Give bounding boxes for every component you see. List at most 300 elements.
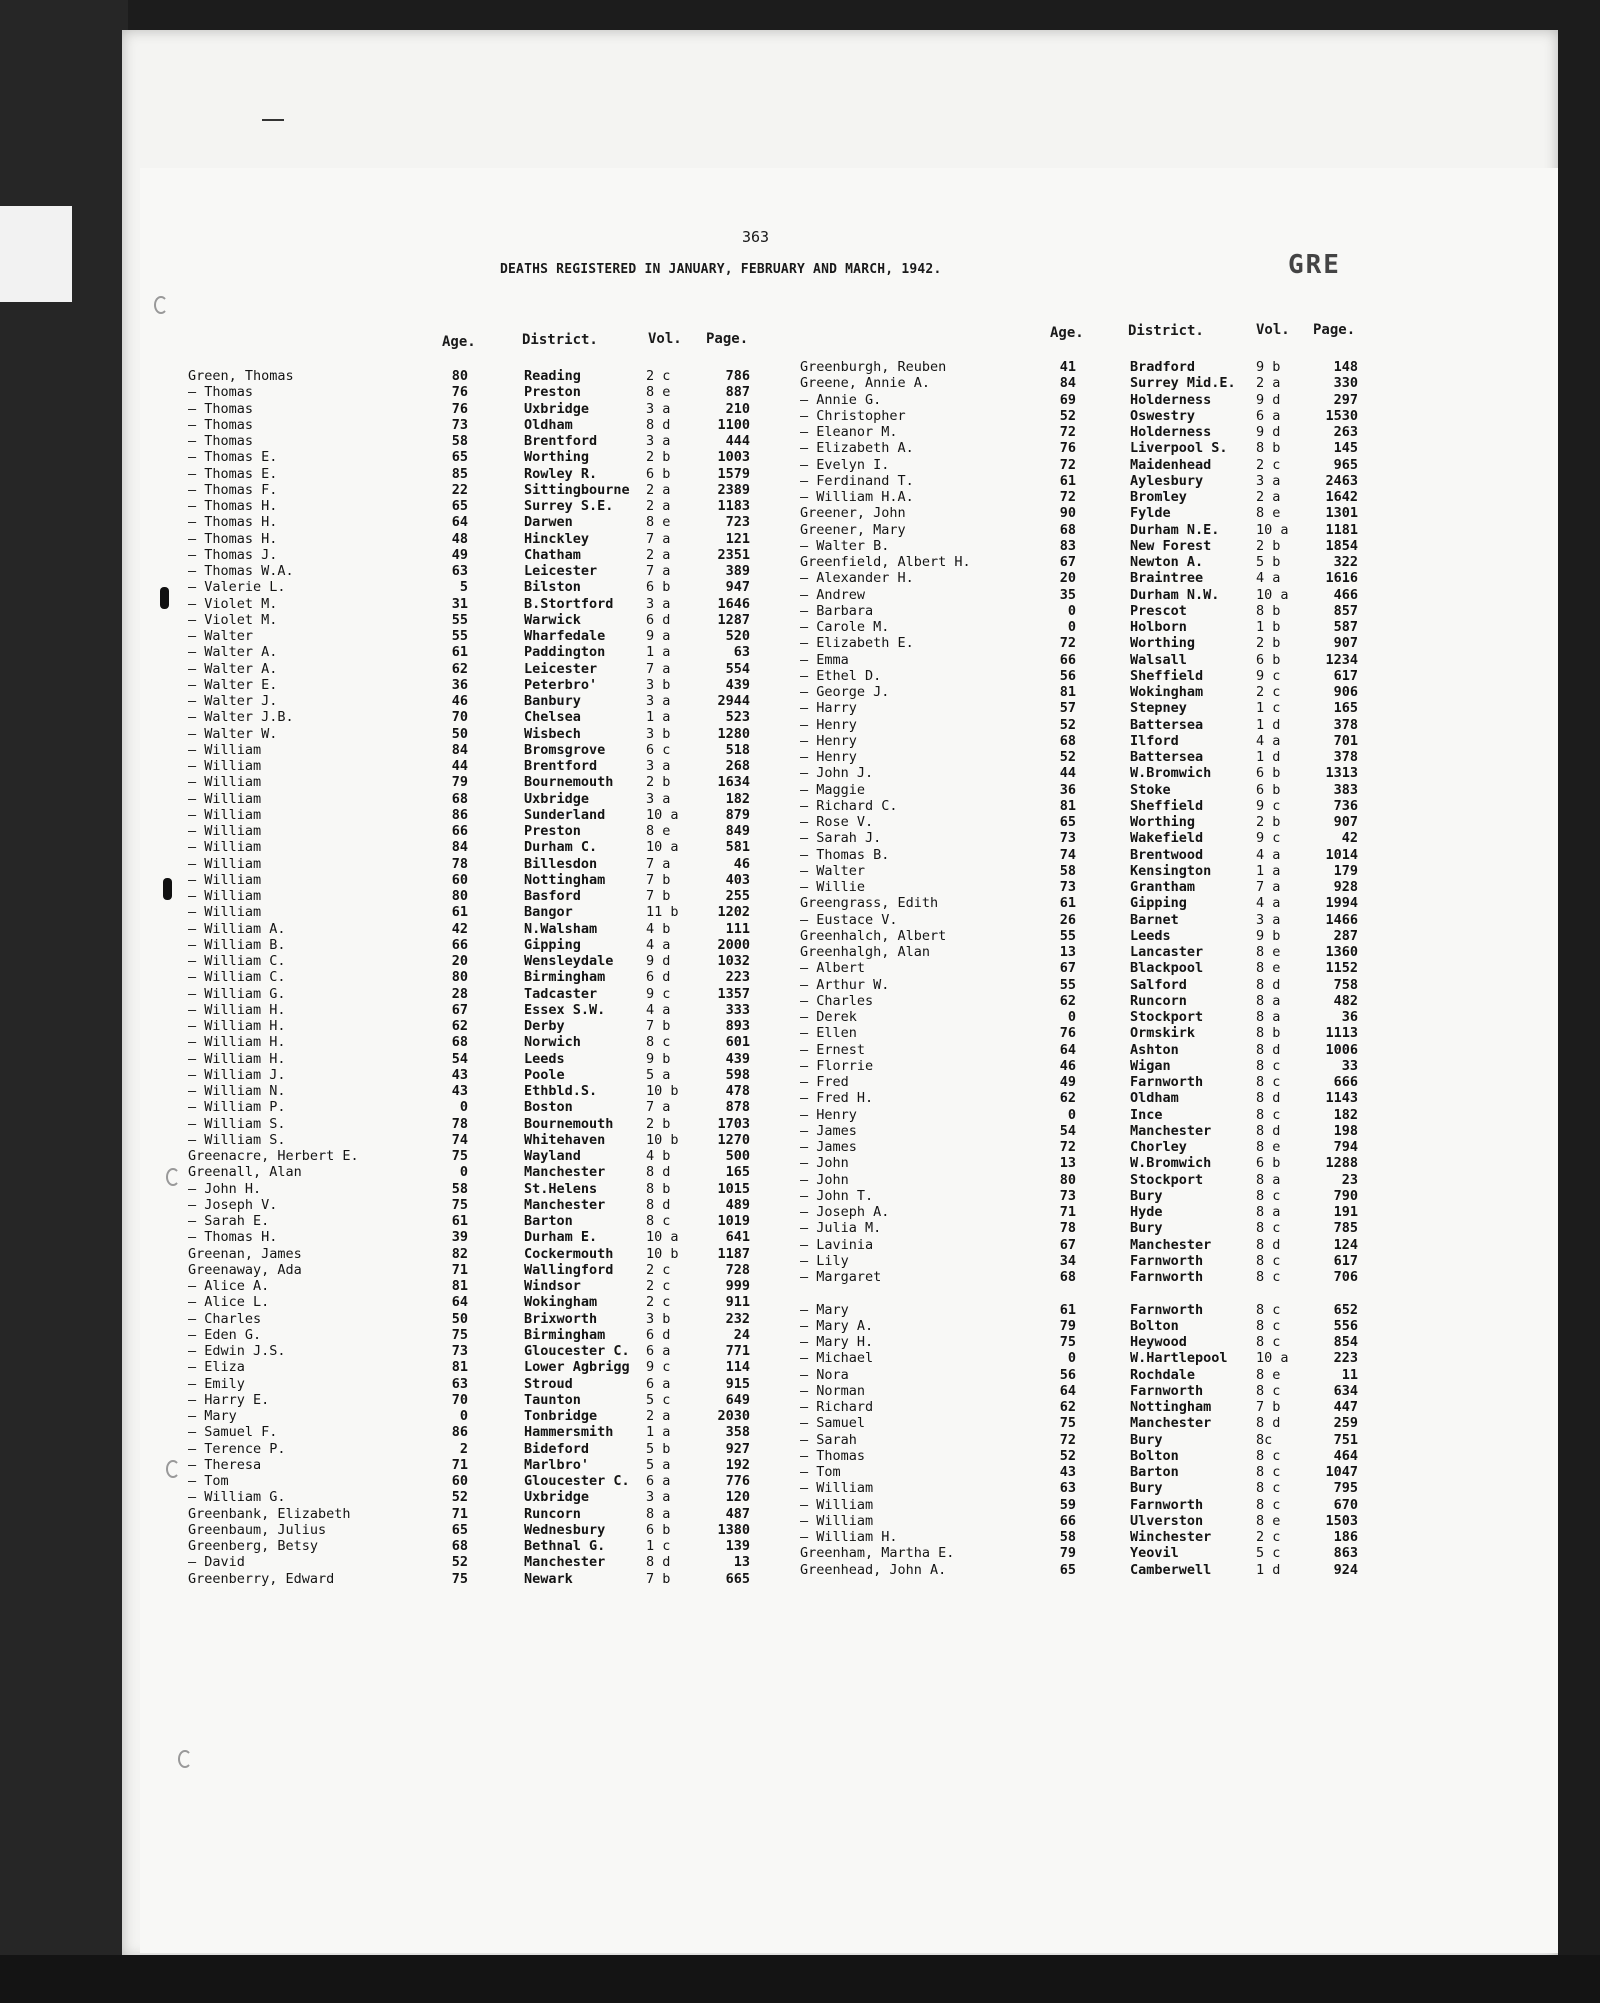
entry-district: Ince — [1130, 1106, 1163, 1123]
register-entry — [800, 554, 1390, 570]
entry-age: 55 — [451, 628, 468, 644]
entry-name: — Fred H. — [800, 1090, 874, 1107]
entry-name: — Thomas — [188, 416, 254, 433]
entry-name: — William S. — [188, 1115, 286, 1132]
entry-name: Greenbank, Elizabeth — [188, 1505, 351, 1522]
entry-district: Oldham — [524, 416, 573, 433]
entry-age: 61 — [451, 644, 468, 661]
entry-volume: 8 c — [646, 1213, 671, 1229]
entry-volume: 2 c — [1256, 1529, 1281, 1545]
entry-age: 41 — [1059, 359, 1076, 375]
entry-age: 62 — [1059, 1399, 1076, 1415]
entry-district: Sheffield — [1130, 667, 1204, 684]
register-entry — [800, 700, 1390, 716]
entry-volume: 2 a — [1256, 375, 1281, 392]
entry-district: Uxbridge — [524, 400, 590, 417]
register-entry — [800, 1432, 1390, 1448]
scan-dash-mark — [262, 119, 284, 121]
entry-volume: 3 b — [646, 676, 671, 693]
entry-volume: 7 b — [646, 888, 671, 904]
entry-volume: 7 b — [646, 1018, 671, 1034]
entry-volume: 9 c — [1256, 667, 1281, 684]
entry-age: 55 — [1059, 927, 1076, 944]
entry-name: — Thomas H. — [188, 514, 278, 531]
entry-page: 1634 — [717, 774, 750, 791]
entry-page: 121 — [725, 530, 750, 547]
register-entry — [800, 928, 1390, 944]
register-entry — [800, 457, 1390, 473]
register-entry — [800, 879, 1390, 895]
register-entry — [800, 1513, 1390, 1529]
entry-age: 56 — [1059, 667, 1076, 684]
register-entry — [800, 619, 1390, 635]
entry-name: — Ethel D. — [800, 667, 882, 684]
entry-volume: 8 b — [1256, 602, 1281, 619]
entry-page: 652 — [1333, 1301, 1358, 1318]
entry-district: Holborn — [1130, 619, 1187, 635]
entry-age: 73 — [1059, 830, 1076, 847]
entry-name: — Emily — [188, 1375, 245, 1392]
entry-name: — William — [800, 1480, 874, 1497]
entry-volume: 8 e — [1256, 505, 1281, 522]
entry-age: 42 — [451, 920, 468, 937]
entry-age: 20 — [1059, 570, 1076, 587]
entry-name: — Mary A. — [800, 1317, 874, 1334]
entry-district: Wallingford — [524, 1261, 614, 1278]
entry-volume: 1 c — [1256, 700, 1281, 717]
entry-page: 556 — [1333, 1317, 1358, 1334]
entry-district: Oldham — [1130, 1090, 1179, 1107]
entry-age: 68 — [451, 1538, 468, 1554]
register-entry — [800, 733, 1390, 749]
entry-page: 322 — [1333, 554, 1358, 570]
entry-district: Uxbridge — [524, 1489, 590, 1506]
entry-district: Birmingham — [524, 1326, 606, 1343]
entry-page: 378 — [1333, 749, 1358, 765]
entry-volume: 2 a — [646, 481, 671, 498]
entry-district: Gloucester C. — [524, 1473, 630, 1489]
entry-district: Bromley — [1130, 489, 1187, 505]
entry-district: Taunton — [524, 1391, 581, 1408]
entry-age: 62 — [1059, 992, 1076, 1009]
entry-name: — William J. — [188, 1066, 286, 1083]
entry-volume: 3 a — [646, 693, 671, 709]
entry-page: 1202 — [717, 904, 750, 921]
entry-volume: 7 a — [646, 1099, 671, 1116]
entry-name: — William — [188, 774, 262, 791]
entry-volume: 9 d — [1256, 424, 1281, 440]
entry-volume: 8 d — [1256, 976, 1281, 993]
register-entry — [800, 424, 1390, 440]
entry-district: Lancaster — [1130, 944, 1204, 960]
entry-district: Darwen — [524, 514, 573, 531]
entry-volume: 10 a — [646, 839, 679, 856]
register-entry — [800, 1269, 1390, 1285]
entry-district: Heywood — [1130, 1334, 1187, 1350]
entry-district: Bolton — [1130, 1317, 1179, 1334]
entry-page: 670 — [1333, 1496, 1358, 1513]
entry-page: 1503 — [1325, 1512, 1358, 1529]
entry-age: 79 — [1059, 1545, 1076, 1562]
entry-volume: 7 b — [646, 1570, 671, 1587]
entry-age: 71 — [451, 1505, 468, 1522]
entry-district: Stockport — [1130, 1009, 1204, 1025]
register-entry — [800, 749, 1390, 765]
entry-page: 139 — [725, 1538, 750, 1554]
entry-volume: 4 a — [646, 1001, 671, 1018]
entry-age: 65 — [451, 1521, 468, 1538]
entry-page: 42 — [1341, 830, 1358, 847]
entry-name: — Samuel — [800, 1415, 866, 1432]
entry-district: Hinckley — [524, 530, 590, 547]
right-entry-list — [800, 359, 1390, 1578]
entry-name: — Evelyn I. — [800, 456, 890, 473]
entry-name: Greene, Annie A. — [800, 375, 931, 392]
entry-page: 255 — [725, 888, 750, 904]
entry-volume: 10 a — [1256, 1350, 1289, 1367]
entry-page: 145 — [1333, 440, 1358, 457]
entry-district: Preston — [524, 823, 581, 839]
entry-volume: 5 b — [646, 1440, 671, 1457]
entry-page: 383 — [1333, 781, 1358, 798]
entry-name: — Ferdinand T. — [800, 472, 914, 489]
register-entry — [800, 1367, 1390, 1383]
entry-name: — Walter W. — [188, 725, 278, 742]
entry-age: 79 — [451, 774, 468, 791]
entry-volume: 9 b — [646, 1050, 671, 1067]
entry-age: 0 — [1067, 619, 1076, 635]
entry-age: 82 — [451, 1245, 468, 1262]
entry-volume: 6 a — [646, 1473, 671, 1489]
entry-volume: 9 c — [1256, 830, 1281, 847]
entry-district: Manchester — [524, 1554, 606, 1571]
entry-district: Worthing — [1130, 814, 1196, 830]
entry-name: — Walter — [800, 862, 866, 879]
entry-district: Bideford — [524, 1440, 590, 1457]
register-entry — [800, 765, 1390, 781]
entry-page: 2000 — [717, 936, 750, 953]
entry-district: Gipping — [1130, 895, 1187, 912]
entry-age: 73 — [451, 1343, 468, 1359]
entry-district: W.Bromwich — [1130, 765, 1212, 782]
entry-name: Greenaway, Ada — [188, 1261, 302, 1278]
entry-name: Greenhead, John A. — [800, 1561, 947, 1578]
entry-district: Farnworth — [1130, 1074, 1204, 1090]
entry-page: 482 — [1333, 992, 1358, 1009]
entry-age: 63 — [451, 563, 468, 579]
entry-district: Oswestry — [1130, 407, 1196, 424]
entry-volume: 8 c — [1256, 1447, 1281, 1464]
entry-district: Camberwell — [1130, 1561, 1212, 1578]
entry-age: 67 — [451, 1001, 468, 1018]
entry-volume: 8 e — [646, 514, 671, 531]
entry-district: Holderness — [1130, 391, 1212, 408]
entry-name: — Albert — [800, 960, 866, 977]
entry-age: 76 — [451, 400, 468, 417]
entry-page: 728 — [725, 1261, 750, 1278]
entry-volume: 6 b — [1256, 651, 1281, 668]
entry-district: Stroud — [524, 1375, 573, 1392]
entry-name: — Annie G. — [800, 391, 882, 408]
left-district-header: District. — [522, 332, 598, 348]
entry-name: — William — [188, 741, 262, 758]
entry-volume: 7 a — [646, 530, 671, 547]
entry-volume: 4 a — [1256, 732, 1281, 749]
entry-name: — Theresa — [188, 1456, 262, 1473]
entry-page: 1187 — [717, 1245, 750, 1262]
entry-name: — Tom — [188, 1473, 229, 1489]
entry-page: 1287 — [717, 611, 750, 628]
entry-volume: 10 a — [1256, 586, 1289, 603]
entry-district: St.Helens — [524, 1180, 598, 1197]
entry-age: 61 — [1059, 895, 1076, 912]
entry-name: — William — [800, 1496, 874, 1513]
entry-name: — Sarah — [800, 1431, 857, 1448]
entry-page: 790 — [1333, 1187, 1358, 1204]
entry-volume: 6 b — [1256, 765, 1281, 782]
entry-district: Manchester — [1130, 1122, 1212, 1139]
entry-district: Wensleydale — [524, 953, 614, 969]
entry-volume: 9 c — [646, 1359, 671, 1376]
entry-age: 62 — [1059, 1090, 1076, 1107]
entry-volume: 2 b — [1256, 635, 1281, 652]
entry-age: 52 — [451, 1554, 468, 1571]
entry-volume: 4 a — [1256, 570, 1281, 587]
entry-name: — William G. — [188, 1489, 286, 1506]
entry-page: 466 — [1333, 586, 1358, 603]
entry-name: — Sarah J. — [800, 830, 882, 847]
entry-district: Tonbridge — [524, 1408, 598, 1424]
entry-page: 489 — [725, 1196, 750, 1213]
right-page-header: Page. — [1313, 322, 1356, 338]
entry-age: 71 — [451, 1456, 468, 1473]
entry-page: 114 — [725, 1359, 750, 1376]
entry-volume: 8 e — [1256, 1366, 1281, 1383]
entry-volume: 8 c — [1256, 1464, 1281, 1480]
entry-name: — James — [800, 1139, 857, 1155]
entry-page: 1006 — [1325, 1041, 1358, 1058]
entry-volume: 8 c — [1256, 1301, 1281, 1318]
entry-page: 1466 — [1325, 911, 1358, 928]
entry-district: Durham E. — [524, 1229, 598, 1246]
entry-page: 2463 — [1325, 472, 1358, 489]
entry-district: Bethnal G. — [524, 1538, 606, 1554]
register-entry — [800, 1350, 1390, 1366]
page-title: DEATHS REGISTERED IN JANUARY, FEBRUARY AND MARCH, 1942. — [500, 262, 942, 277]
entry-volume: 1 d — [1256, 749, 1281, 765]
entry-name: — Thomas — [188, 384, 254, 401]
entry-volume: 7 b — [1256, 1399, 1281, 1415]
entry-age: 60 — [451, 1473, 468, 1489]
entry-page: 1143 — [1325, 1090, 1358, 1107]
entry-name: — Julia M. — [800, 1220, 882, 1237]
entry-volume: 3 a — [646, 758, 671, 774]
register-entry — [800, 1415, 1390, 1431]
entry-volume: 3 a — [646, 595, 671, 612]
entry-volume: 2 a — [646, 1408, 671, 1424]
entry-name: — John — [800, 1171, 849, 1188]
entry-district: Bradford — [1130, 359, 1196, 375]
entry-age: 84 — [1059, 375, 1076, 392]
entry-volume: 8 d — [1256, 1041, 1281, 1058]
page-number: 363 — [742, 228, 770, 246]
entry-age: 63 — [451, 1375, 468, 1392]
entry-name: — Thomas J. — [188, 546, 278, 563]
entry-age: 34 — [1059, 1252, 1076, 1269]
entry-age: 84 — [451, 741, 468, 758]
entry-page: 587 — [1333, 619, 1358, 635]
entry-district: Bury — [1130, 1187, 1163, 1204]
entry-volume: 8 c — [1256, 1317, 1281, 1334]
entry-age: 61 — [451, 1213, 468, 1229]
register-entry — [800, 895, 1390, 911]
entry-page: 795 — [1333, 1480, 1358, 1497]
entry-age: 61 — [1059, 472, 1076, 489]
entry-name: — William H.A. — [800, 489, 914, 505]
entry-page: 259 — [1333, 1415, 1358, 1432]
entry-page: 1642 — [1325, 489, 1358, 505]
entry-page: 1646 — [717, 595, 750, 612]
register-entry — [800, 408, 1390, 424]
register-entry — [800, 1545, 1390, 1561]
entry-age: 28 — [451, 985, 468, 1002]
entry-volume: 6 a — [1256, 407, 1281, 424]
entry-page: 1181 — [1325, 521, 1358, 538]
entry-name: — Edwin J.S. — [188, 1343, 286, 1359]
entry-volume: 2 b — [646, 1115, 671, 1132]
entry-name: — Eleanor M. — [800, 424, 898, 440]
entry-name: — Lavinia — [800, 1236, 874, 1253]
entry-age: 56 — [1059, 1366, 1076, 1383]
register-entry — [800, 489, 1390, 505]
entry-name: — Charles — [800, 992, 874, 1009]
entry-district: Stockport — [1130, 1171, 1204, 1188]
entry-age: 46 — [451, 693, 468, 709]
entry-name: — John — [800, 1155, 849, 1172]
entry-name: — William H. — [188, 1018, 286, 1034]
entry-volume: 8 e — [646, 384, 671, 401]
entry-district: Blackpool — [1130, 960, 1204, 977]
entry-page: 24 — [733, 1326, 750, 1343]
entry-name: — Willie — [800, 879, 866, 895]
entry-volume: 3 a — [646, 400, 671, 417]
entry-page: 1288 — [1325, 1155, 1358, 1172]
entry-name: — Eustace V. — [800, 911, 898, 928]
entry-age: 67 — [1059, 554, 1076, 570]
entry-page: 1015 — [717, 1180, 750, 1197]
entry-name: — Eden G. — [188, 1326, 262, 1343]
entry-volume: 10 a — [1256, 521, 1289, 538]
entry-volume: 8 b — [646, 1180, 671, 1197]
entry-district: Sheffield — [1130, 797, 1204, 814]
entry-age: 58 — [451, 433, 468, 449]
entry-volume: 8 c — [1256, 1057, 1281, 1074]
punch-hole — [178, 1750, 192, 1768]
entry-name: — Richard — [800, 1399, 874, 1415]
entry-name: — Rose V. — [800, 814, 874, 830]
entry-volume: 8 a — [1256, 992, 1281, 1009]
entry-name: — Maggie — [800, 781, 866, 798]
entry-name: — William A. — [188, 920, 286, 937]
entry-volume: 2 a — [1256, 489, 1281, 505]
entry-volume: 8 e — [1256, 960, 1281, 977]
entry-age: 22 — [451, 481, 468, 498]
register-entry — [800, 538, 1390, 554]
entry-volume: 7 a — [646, 660, 671, 677]
entry-age: 44 — [1059, 765, 1076, 782]
entry-district: Billesdon — [524, 855, 598, 872]
register-entry — [800, 1464, 1390, 1480]
entry-name: — Christopher — [800, 407, 906, 424]
entry-age: 54 — [451, 1050, 468, 1067]
entry-district: Hammersmith — [524, 1424, 614, 1441]
entry-age: 78 — [451, 855, 468, 872]
entry-age: 70 — [451, 1391, 468, 1408]
entry-age: 64 — [451, 514, 468, 531]
entry-page: 2351 — [717, 546, 750, 563]
entry-name: — Joseph A. — [800, 1204, 890, 1220]
entry-name: — Derek — [800, 1009, 857, 1025]
entry-age: 78 — [451, 1115, 468, 1132]
register-entry — [800, 960, 1390, 976]
entry-age: 52 — [1059, 716, 1076, 733]
entry-page: 179 — [1333, 862, 1358, 879]
entry-district: Bangor — [524, 904, 573, 921]
register-entry — [800, 1253, 1390, 1269]
entry-age: 85 — [451, 465, 468, 482]
entry-page: 617 — [1333, 1252, 1358, 1269]
entry-name: — Thomas H. — [188, 530, 278, 547]
entry-district: Brentford — [524, 433, 598, 449]
entry-name: — William G. — [188, 985, 286, 1002]
entry-volume: 7 a — [1256, 879, 1281, 895]
entry-page: 601 — [725, 1034, 750, 1051]
entry-district: Sunderland — [524, 806, 606, 823]
entry-district: Bilston — [524, 579, 581, 596]
entry-name: — William — [188, 839, 262, 856]
entry-name: — Alice A. — [188, 1278, 270, 1294]
entry-district: Aylesbury — [1130, 472, 1204, 489]
entry-name: — Sarah E. — [188, 1213, 270, 1229]
entry-district: Stepney — [1130, 700, 1187, 717]
entry-volume: 4 b — [646, 920, 671, 937]
entry-volume: 8 a — [646, 1505, 671, 1522]
entry-age: 66 — [1059, 1512, 1076, 1529]
entry-page: 330 — [1333, 375, 1358, 392]
entry-age: 36 — [1059, 781, 1076, 798]
entry-name: — Eliza — [188, 1359, 245, 1376]
entry-name: Greener, John — [800, 505, 906, 522]
entry-age: 68 — [1059, 1269, 1076, 1285]
entry-district: W.Hartlepool — [1130, 1350, 1228, 1367]
entry-page: 478 — [725, 1083, 750, 1099]
register-entry — [800, 1334, 1390, 1350]
entry-name: — William H. — [800, 1529, 898, 1545]
film-tab — [0, 206, 72, 302]
entry-page: 333 — [725, 1001, 750, 1018]
entry-age: 75 — [451, 1326, 468, 1343]
entry-age: 75 — [451, 1196, 468, 1213]
entry-page: 1357 — [717, 985, 750, 1002]
entry-volume: 1 a — [646, 1424, 671, 1441]
entry-name: — Charles — [188, 1310, 262, 1327]
entry-district: Fylde — [1130, 505, 1171, 522]
entry-district: Wharfedale — [524, 628, 606, 644]
entry-age: 86 — [451, 806, 468, 823]
entry-volume: 5 b — [1256, 554, 1281, 570]
entry-volume: 9 c — [1256, 797, 1281, 814]
entry-page: 182 — [725, 790, 750, 807]
